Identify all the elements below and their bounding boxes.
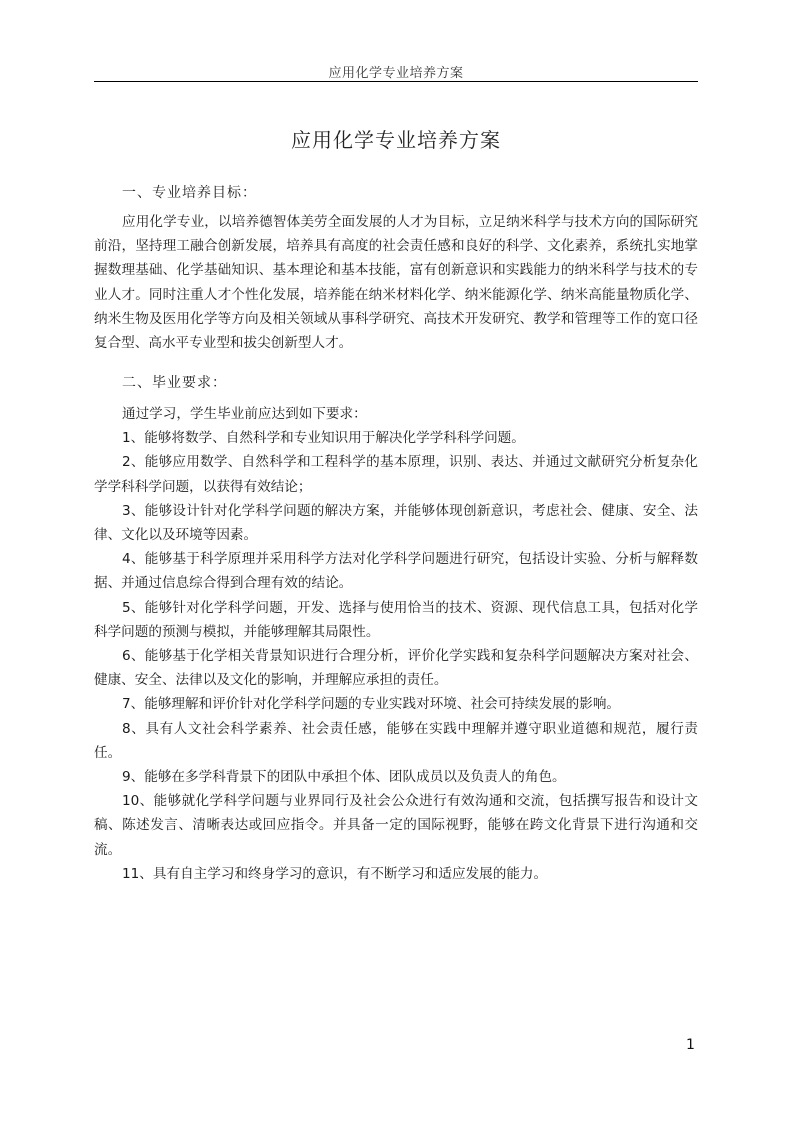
training-goals-paragraph: 应用化学专业，以培养德智体美劳全面发展的人才为目标，立足纳米科学与技术方向的国际研究前沿，坚持理工融合创新发展，培养具有高度的社会责任感和良好的科学、文化素养，系统扎实地掌握数理基础、化学基础知识、基本理论和基本技能，富有创新意识和实践能力的纳米科学与技术的专业人才。同时注重人才个性化发展，培养能在纳米材料化学、纳米能源化学、纳米高能量物质化学、纳米生物及医用化学等方向及相关领域从事科学研究、高技术开发研究、教学和管理等工作的宽口径复合型、高水平专业型和拔尖创新型人才。 <box>94 214 698 352</box>
document-title: 应用化学专业培养方案 <box>291 128 501 152</box>
requirement-item-1: 1、能够将数学、自然科学和专业知识用于解决化学学科科学问题。 <box>122 430 525 447</box>
requirement-item-3: 3、能够设计针对化学科学问题的解决方案，并能够体现创新意识，考虑社会、健康、安全、法律、文化以及环境等因素。 <box>94 502 698 544</box>
requirement-item-5: 5、能够针对化学科学问题，开发、选择与使用恰当的技术、资源、现代信息工具，包括对化学科学问题的预测与模拟，并能够理解其局限性。 <box>94 599 698 640</box>
graduation-requirements-body <box>94 402 698 886</box>
requirement-item-6: 6、能够基于化学相关背景知识进行合理分析，评价化学实践和复杂科学问题解决方案对社会、健康、安全、法律以及文化的影响，并理解应承担的责任。 <box>94 648 698 689</box>
requirement-item-10: 10、能够就化学科学问题与业界同行及社会公众进行有效沟通和交流，包括撰写报告和设计文稿、陈述发言、清晰表达或回应指令。并具备一定的国际视野，能够在跨文化背景下进行沟通和交流。 <box>94 793 698 858</box>
requirement-item-7: 7、能够理解和评价针对化学科学问题的专业实践对环境、社会可持续发展的影响。 <box>122 696 621 713</box>
requirement-item-4: 4、能够基于科学原理并采用科学方法对化学科学问题进行研究，包括设计实验、分析与解释数据、并通过信息综合得到合理有效的结论。 <box>94 551 698 592</box>
requirement-item-11: 11、具有自主学习和终身学习的意识，有不断学习和适应发展的能力。 <box>122 865 548 882</box>
page-number: 1 <box>686 1037 695 1053</box>
requirement-item-8: 8、具有人文社会科学素养、社会责任感，能够在实践中理解并遵守职业道德和规范，履行责任。 <box>94 720 698 761</box>
header-rule <box>94 81 698 82</box>
section-heading-graduation-requirements: 二、毕业要求： <box>122 375 227 391</box>
training-goals-body <box>94 210 698 355</box>
requirements-intro: 通过学习，学生毕业前应达到如下要求： <box>122 406 367 422</box>
section-heading-training-goals: 一、专业培养目标： <box>122 185 257 201</box>
page-header: 应用化学专业培养方案 <box>328 66 464 81</box>
requirement-item-2: 2、能够应用数学、自然科学和工程科学的基本原理，识别、表达、并通过文献研究分析复杂化学学科科学问题，以获得有效结论； <box>94 454 698 495</box>
requirement-item-9: 9、能够在多学科背景下的团队中承担个体、团队成员以及负责人的角色。 <box>122 769 566 786</box>
